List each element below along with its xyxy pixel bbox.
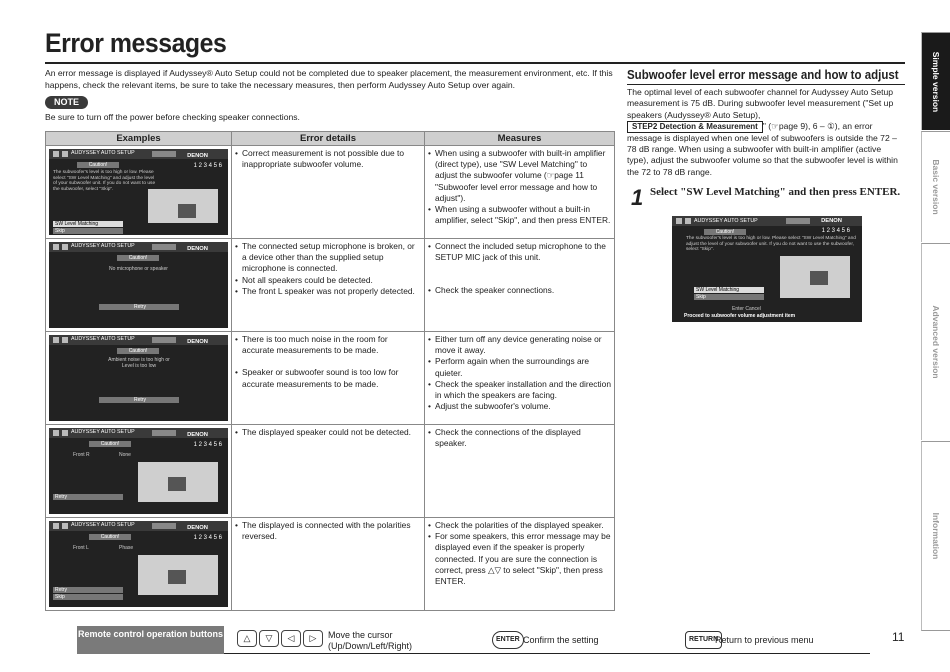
- section-rule: [627, 84, 905, 85]
- up-arrow-icon: △: [237, 630, 257, 647]
- left-arrow-icon: ◁: [281, 630, 301, 647]
- screen-example: AUDYSSEY AUTO SETUP DENON Caution! 1 2 3 4 5 6 The subwoofer's level is too high or low. Please select "SW Level Matching" and adjust the level of your subwoofer unit. If you do not want to use the subwoofer, select "Skip". SW Level Matching Skip: [49, 149, 228, 235]
- tab-basic-version[interactable]: Basic version: [921, 131, 950, 242]
- screen-example: AUDYSSEY AUTO SETUP DENON Caution! 1 2 3 4 5 6 Front L Phase Retry Skip: [49, 521, 228, 607]
- brand-logo: DENON: [187, 153, 208, 159]
- table-row: AUDYSSEY AUTO SETUP DENON Caution! 1 2 3 4 5 6 The subwoofer's level is too high or low. Please select "SW Level Matching" and adjust the level of your subwoofer unit. If you do not want to use the subwoofer, select "Skip". SW Level Matching Skip • Correct measurement is not possible due to inappropriate subwoofer volume. • When using a subwoofer with built-in amplifier (direct type), use "SW Level Matching" to adjust the subwoofer volume (☞page 11 "Subwoofer level error message and how to adjust"). • When using a subwoofer without a built-in amplifier, select "Skip", and then press ENTER.: [46, 146, 615, 239]
- section-heading: Subwoofer level error message and how to adjust: [627, 68, 899, 82]
- return-key-icon: RETURN: [685, 631, 722, 649]
- title-rule: [45, 62, 905, 64]
- screen-example-right: AUDYSSEY AUTO SETUP DENON Caution! 1 2 3 4 5 6 The subwoofer's level is too high or low. Please select "SW Level Matching" and adjust the level of your subwoofer unit. If you do not want to use the subwoofer, select "Skip". SW Level Matching Skip Enter Cancel Proceed to subwoofer volume adjustment item: [672, 216, 862, 322]
- move-cursor-text: Move the cursor (Up/Down/Left/Right): [328, 630, 413, 651]
- page-number: 11: [892, 630, 905, 644]
- col-measures: Measures: [425, 132, 615, 146]
- table-row: AUDYSSEY AUTO SETUP DENON Caution! 1 2 3 4 5 6 Front R None Retry • The displayed speaker could not be detected. • Check the connections of the displayed speaker.: [46, 425, 615, 518]
- down-arrow-icon: ▽: [259, 630, 279, 647]
- return-text: Return to previous menu: [715, 635, 814, 645]
- footer-bar: [77, 626, 870, 654]
- screen-example: AUDYSSEY AUTO SETUP DENON Caution! No microphone or speaker Retry: [49, 242, 228, 328]
- error-table: [45, 131, 615, 611]
- cursor-keys: [237, 630, 323, 647]
- remote-buttons-label: Remote control operation buttons: [77, 626, 224, 654]
- section-text: The optimal level of each subwoofer channel for Audyssey Auto Setup measurement is 75 dB. During subwoofer level measurement ("Set up speakers (Audyssey® Auto Setup), STEP2 Detection & Measurement " (☞page 9), 6 – ①), an error message is displayed when one level of subwoofers is outside the 72 – 78 dB range. When using a subwoofer with built-in amplifier (active type), adjust the subwoofer volume so that the subwoofer level is within the 72 to 78 dB range.: [627, 87, 898, 177]
- enter-text: Confirm the setting: [523, 635, 599, 645]
- right-arrow-icon: ▷: [303, 630, 323, 647]
- enter-key-icon: ENTER: [492, 631, 524, 649]
- step-instruction: Select "SW Level Matching" and then press ENTER.: [650, 186, 901, 198]
- intro-text: An error message is displayed if Audyssey® Auto Setup could not be completed due to speaker placement, the measurement environment, etc. If this happens, check the relevant items, be sure to take the necessary measures, then perform Audyssey Auto Setup over again.: [45, 68, 613, 90]
- step-number: 1: [631, 185, 644, 210]
- tab-advanced-version[interactable]: Advanced version: [921, 243, 950, 440]
- screen-example: AUDYSSEY AUTO SETUP DENON Caution! 1 2 3 4 5 6 Front R None Retry: [49, 428, 228, 514]
- table-row: AUDYSSEY AUTO SETUP DENON Caution! 1 2 3 4 5 6 Front L Phase Retry Skip • The displayed is connected with the polarities reversed. • Check the polarities of the displayed speaker. • For some speakers, this error message may be displayed even if the speaker is properly connected. If you are sure the connection is correct, press △▽ to select "Skip", then press ENTER.: [46, 518, 615, 611]
- table-row: AUDYSSEY AUTO SETUP DENON Caution! Ambient noise is too high or Level is too low Retry • There is too much noise in the room for accurate measurements to be made. • Speaker or subwoofer sound is too low for accurate measurements to be made. • Either turn off any device generating noise or move it away. • Perform again when the surroundings are quieter. • Check the speaker installation and the direction in which the speakers are facing. • Adjust the subwoofer's volume.: [46, 332, 615, 425]
- note-badge: NOTE: [45, 96, 88, 109]
- col-examples: Examples: [46, 132, 232, 146]
- note-text: Be sure to turn off the power before checking speaker connections.: [45, 112, 300, 122]
- step-tag: STEP2 Detection & Measurement: [627, 121, 763, 133]
- tab-information[interactable]: Information: [921, 441, 950, 631]
- table-row: AUDYSSEY AUTO SETUP DENON Caution! No microphone or speaker Retry • The connected setup microphone is broken, or a device other than the supplied setup microphone is connected. • Not all speakers could be detected. • The front L speaker was not properly detected. • Connect the included setup microphone to the SETUP MIC jack of this unit. • Check the speaker connections.: [46, 239, 615, 332]
- page-title: Error messages: [45, 28, 227, 58]
- tab-simple-version[interactable]: Simple version: [921, 32, 950, 130]
- screen-example: AUDYSSEY AUTO SETUP DENON Caution! Ambient noise is too high or Level is too low Retry: [49, 335, 228, 421]
- col-error-details: Error details: [232, 132, 425, 146]
